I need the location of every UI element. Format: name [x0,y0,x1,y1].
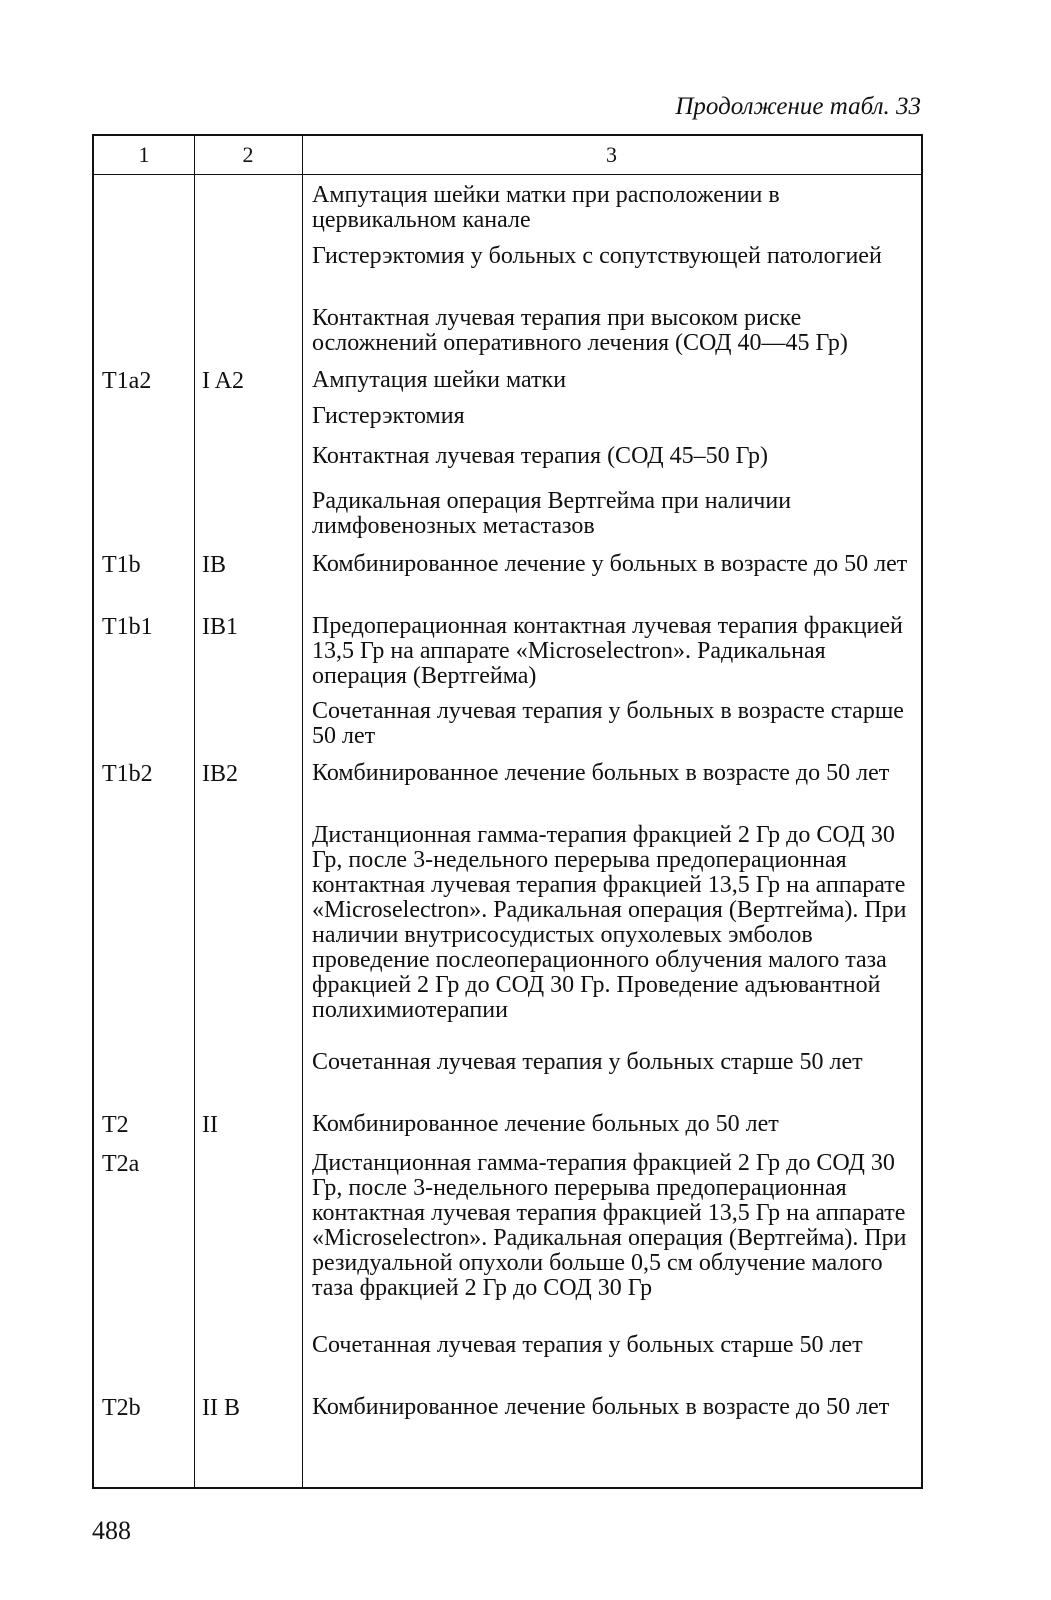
figo-cell: IB [202,552,226,578]
figo-cell: II B [202,1395,240,1421]
treatment-cell: Комбинированное лечение больных до 50 лет [312,1111,779,1137]
treatment-cell: Ампутация шейки матки при расположении в цервикальном канале [312,182,780,233]
figo-cell: II [202,1112,218,1138]
treatment-cell: Комбинированное лечение больных в возрасте до 50 лет [312,760,890,786]
treatment-cell: Ампутация шейки матки [312,367,567,393]
stage-cell: T1b2 [102,761,153,787]
stage-cell: T2 [102,1112,129,1138]
header-col-2: 2 [242,142,254,167]
treatment-cell: Комбинированное лечение больных в возрасте до 50 лет [312,1394,890,1420]
treatment-cell: Сочетанная лучевая терапия у больных старше 50 лет [312,1049,863,1075]
treatment-table [92,134,923,1489]
figo-cell: IB2 [202,761,238,787]
header-col-1: 1 [138,142,150,167]
table-caption: Продолжение табл. 33 [675,93,921,120]
treatment-cell: Дистанционная гамма-терапия фракцией 2 Гр до СОД 30 Гр, после 3-недельного перерыва предоперационная контактная лучевая терапия фракцией 13,5 Гр на аппарате «Microselectron». Радикальная операция (Вертгейма). При наличии внутрисосудистых опухолевых эмболов проведение послеоперационного облучения малого таза фракцией 2 Гр до СОД 30 Гр. Проведение адъювантной полихимиотерапии [312,822,907,1023]
figo-cell: I A2 [202,368,244,394]
page-number: 488 [92,1516,131,1545]
treatment-cell: Сочетанная лучевая терапия у больных в возрасте старше 50 лет [312,698,904,749]
stage-cell: T1a2 [102,368,152,394]
treatment-cell: Гистерэктомия у больных с сопутствующей патологией [312,243,882,269]
column-divider-1 [194,136,195,1487]
column-divider-2 [302,136,303,1487]
figo-cell: IB1 [202,614,238,640]
header-divider [94,174,921,175]
treatment-cell: Предоперационная контактная лучевая терапия фракцией 13,5 Гр на аппарате «Microselectron». Радикальная операция (Вертгейма) [312,613,903,689]
treatment-cell: Контактная лучевая терапия (СОД 45–50 Гр) [312,443,768,469]
treatment-cell: Гистерэктомия [312,403,465,429]
treatment-cell: Комбинированное лечение у больных в возрасте до 50 лет [312,551,908,577]
treatment-cell: Сочетанная лучевая терапия у больных старше 50 лет [312,1332,863,1358]
treatment-cell: Дистанционная гамма-терапия фракцией 2 Гр до СОД 30 Гр, после 3-недельного перерыва предоперационная контактная лучевая терапия фракцией 13,5 Гр на аппарате «Microselectron». Радикальная операция (Вертгейма). При резидуальной опухоли больше 0,5 см облучение малого таза фракцией 2 Гр до СОД 30 Гр [312,1150,907,1301]
stage-cell: T1b1 [102,614,153,640]
treatment-cell: Контактная лучевая терапия при высоком риске осложнений оперативного лечения (СОД 40—45 Гр) [312,305,848,356]
treatment-cell: Радикальная операция Вертгейма при наличии лимфовенозных метастазов [312,488,792,539]
stage-cell: T2a [102,1151,140,1177]
header-col-3: 3 [606,142,617,167]
stage-cell: T2b [102,1395,141,1421]
stage-cell: T1b [102,552,141,578]
